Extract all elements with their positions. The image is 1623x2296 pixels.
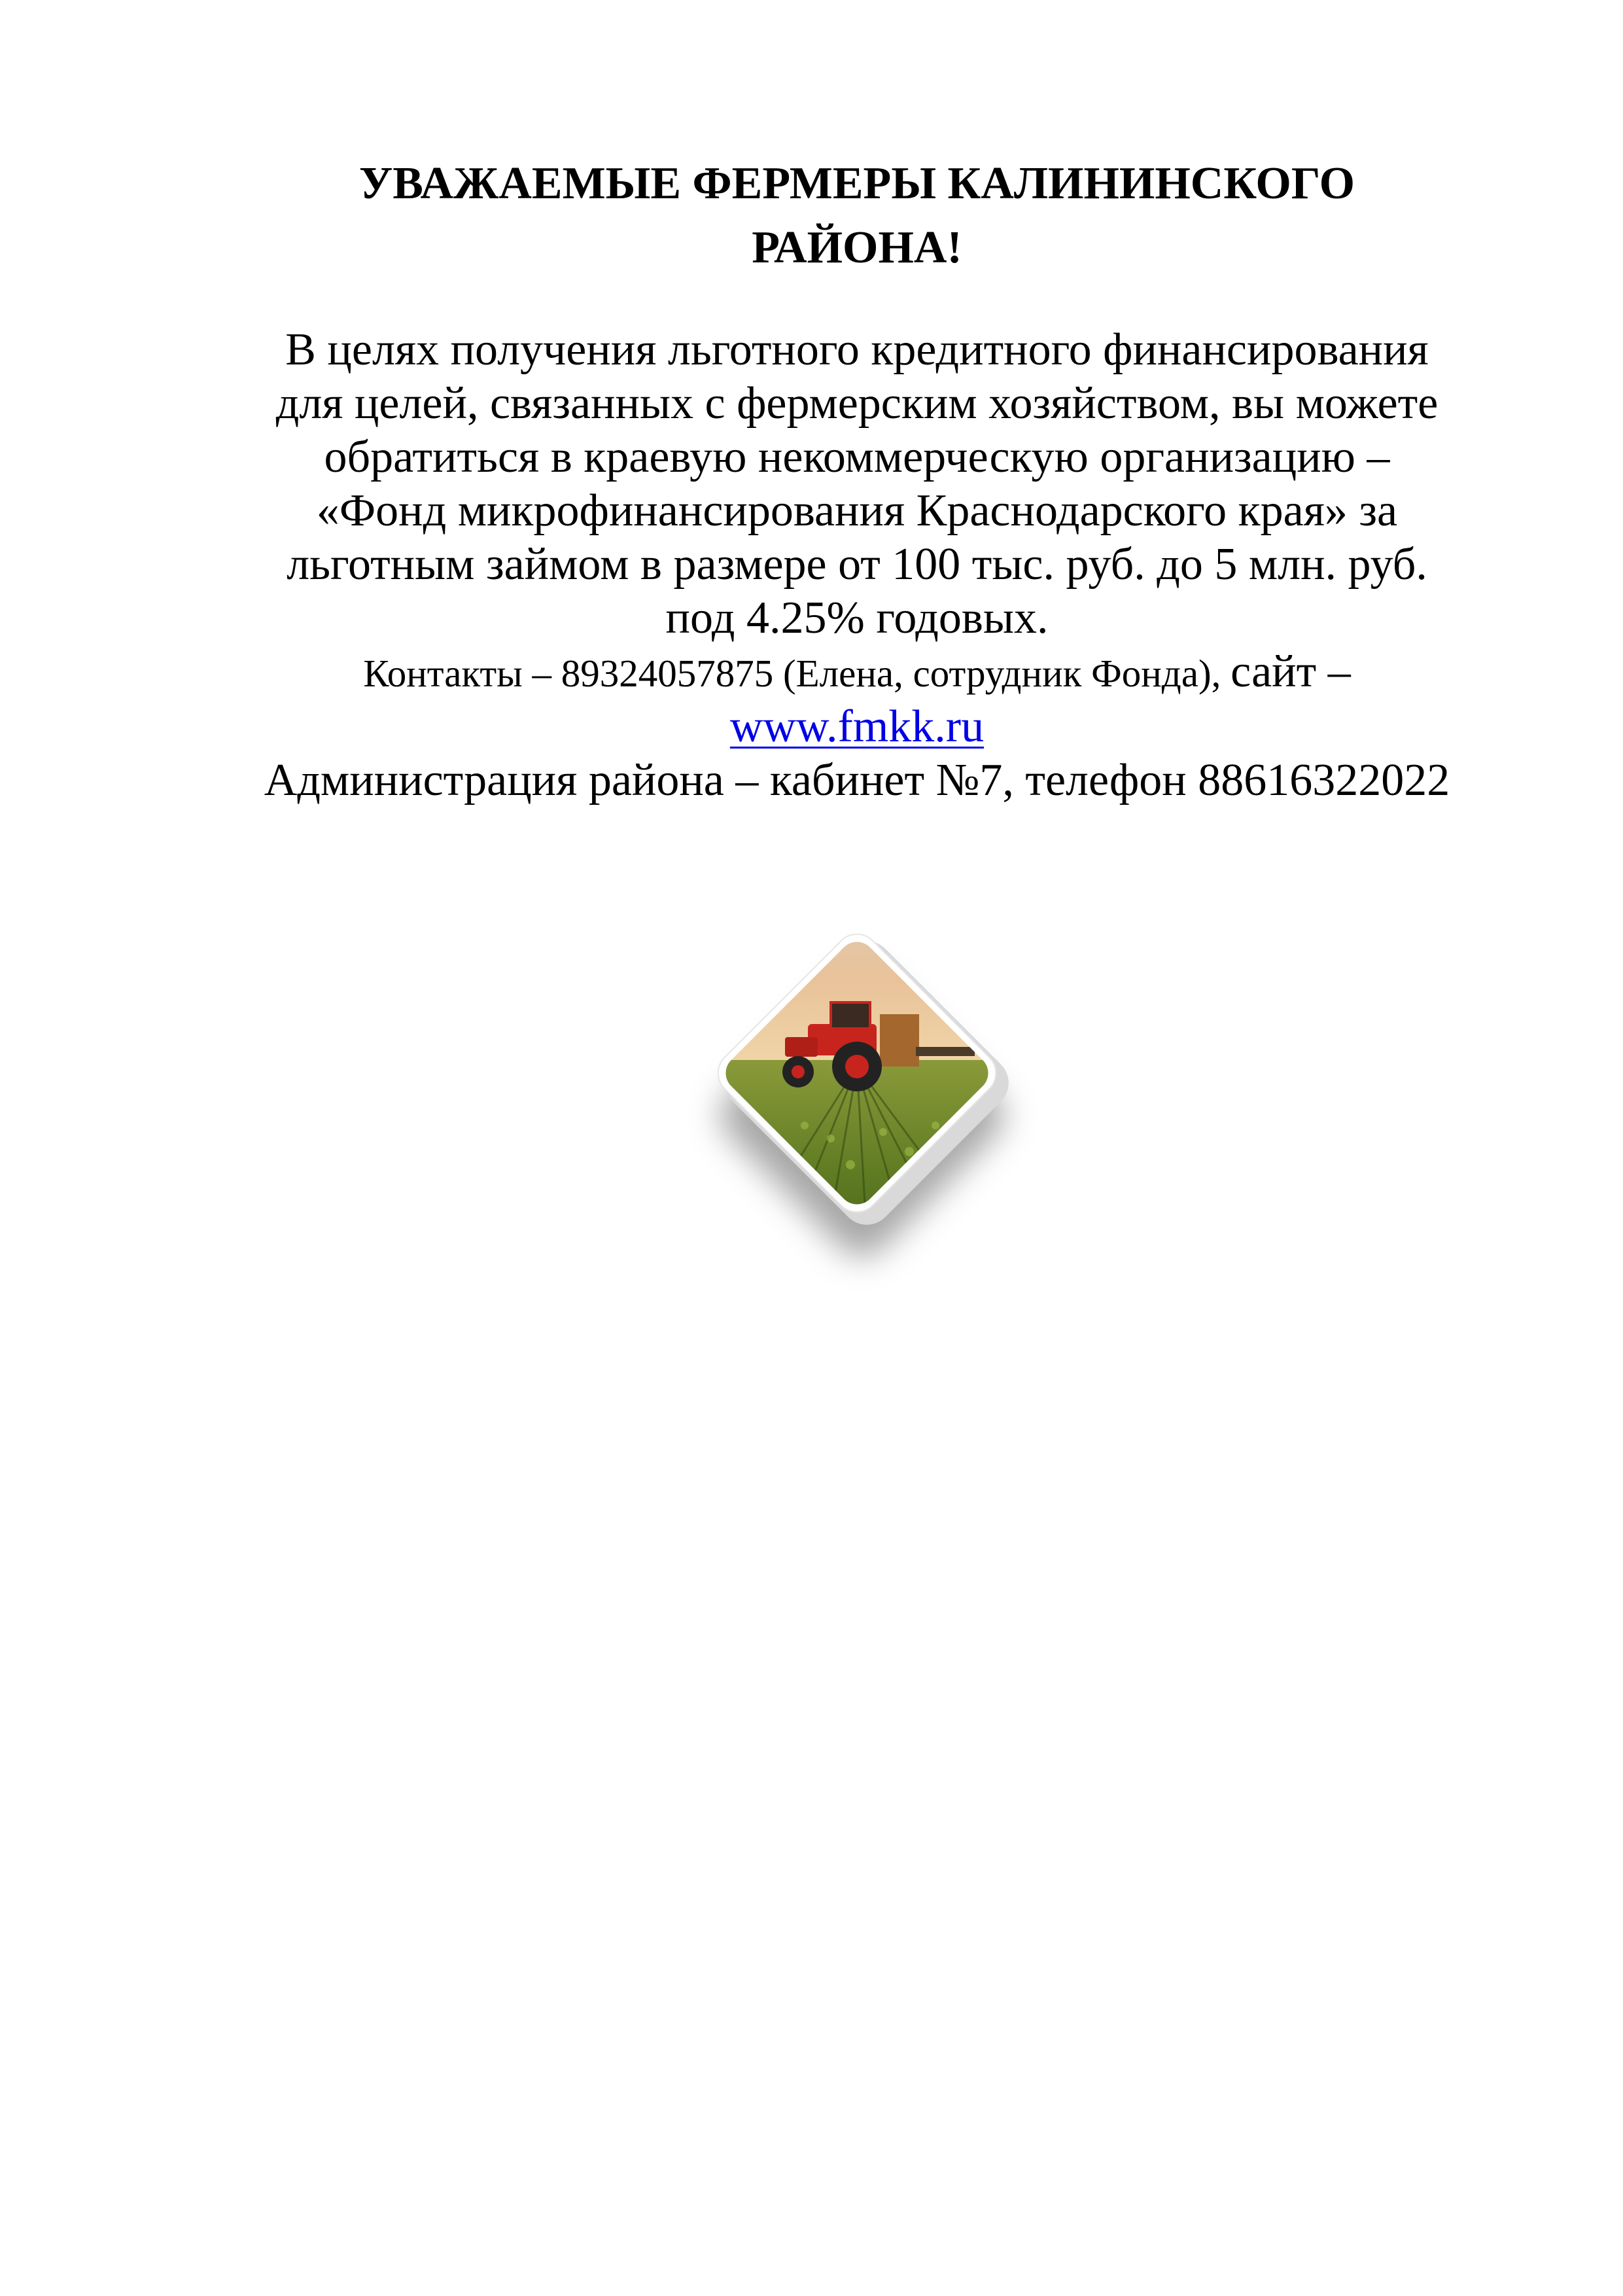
announcement-body (216, 323, 1498, 807)
administration-line: Администрация района – кабинет №7, телефон 88616322022 (264, 755, 1450, 805)
body-line-3: обратиться в краевую некоммерческую организацию – (324, 432, 1390, 482)
implement (880, 1014, 919, 1067)
body-line-6: под 4.25% годовых. (665, 593, 1049, 643)
implement-bar (916, 1047, 975, 1056)
title-line-2: РАЙОНА! (752, 222, 962, 273)
body-line-2: для целей, связанных с фермерским хозяйством, вы можете (275, 378, 1439, 429)
tractor-photo (661, 877, 1053, 1269)
body-line-1: В целях получения льготного кредитного финансирования (285, 325, 1429, 375)
site-label: сайт – (1230, 646, 1351, 697)
contacts-text: Контакты – 89324057875 (Елена, сотрудник Фонда), (363, 652, 1221, 695)
contacts-line (216, 645, 1498, 700)
site-link[interactable]: www.fmkk.ru (729, 701, 985, 752)
title-line-1: УВАЖАЕМЫЕ ФЕРМЕРЫ КАЛИНИНСКОГО (358, 158, 1355, 209)
body-line-4: «Фонд микрофинансирования Краснодарского края» за (316, 486, 1398, 536)
body-line-5: льготным займом в размере от 100 тыс. руб. до 5 млн. руб. (287, 539, 1427, 590)
field (635, 1060, 1079, 1296)
page-title (216, 152, 1498, 280)
tractor-field-image (635, 851, 1079, 1296)
